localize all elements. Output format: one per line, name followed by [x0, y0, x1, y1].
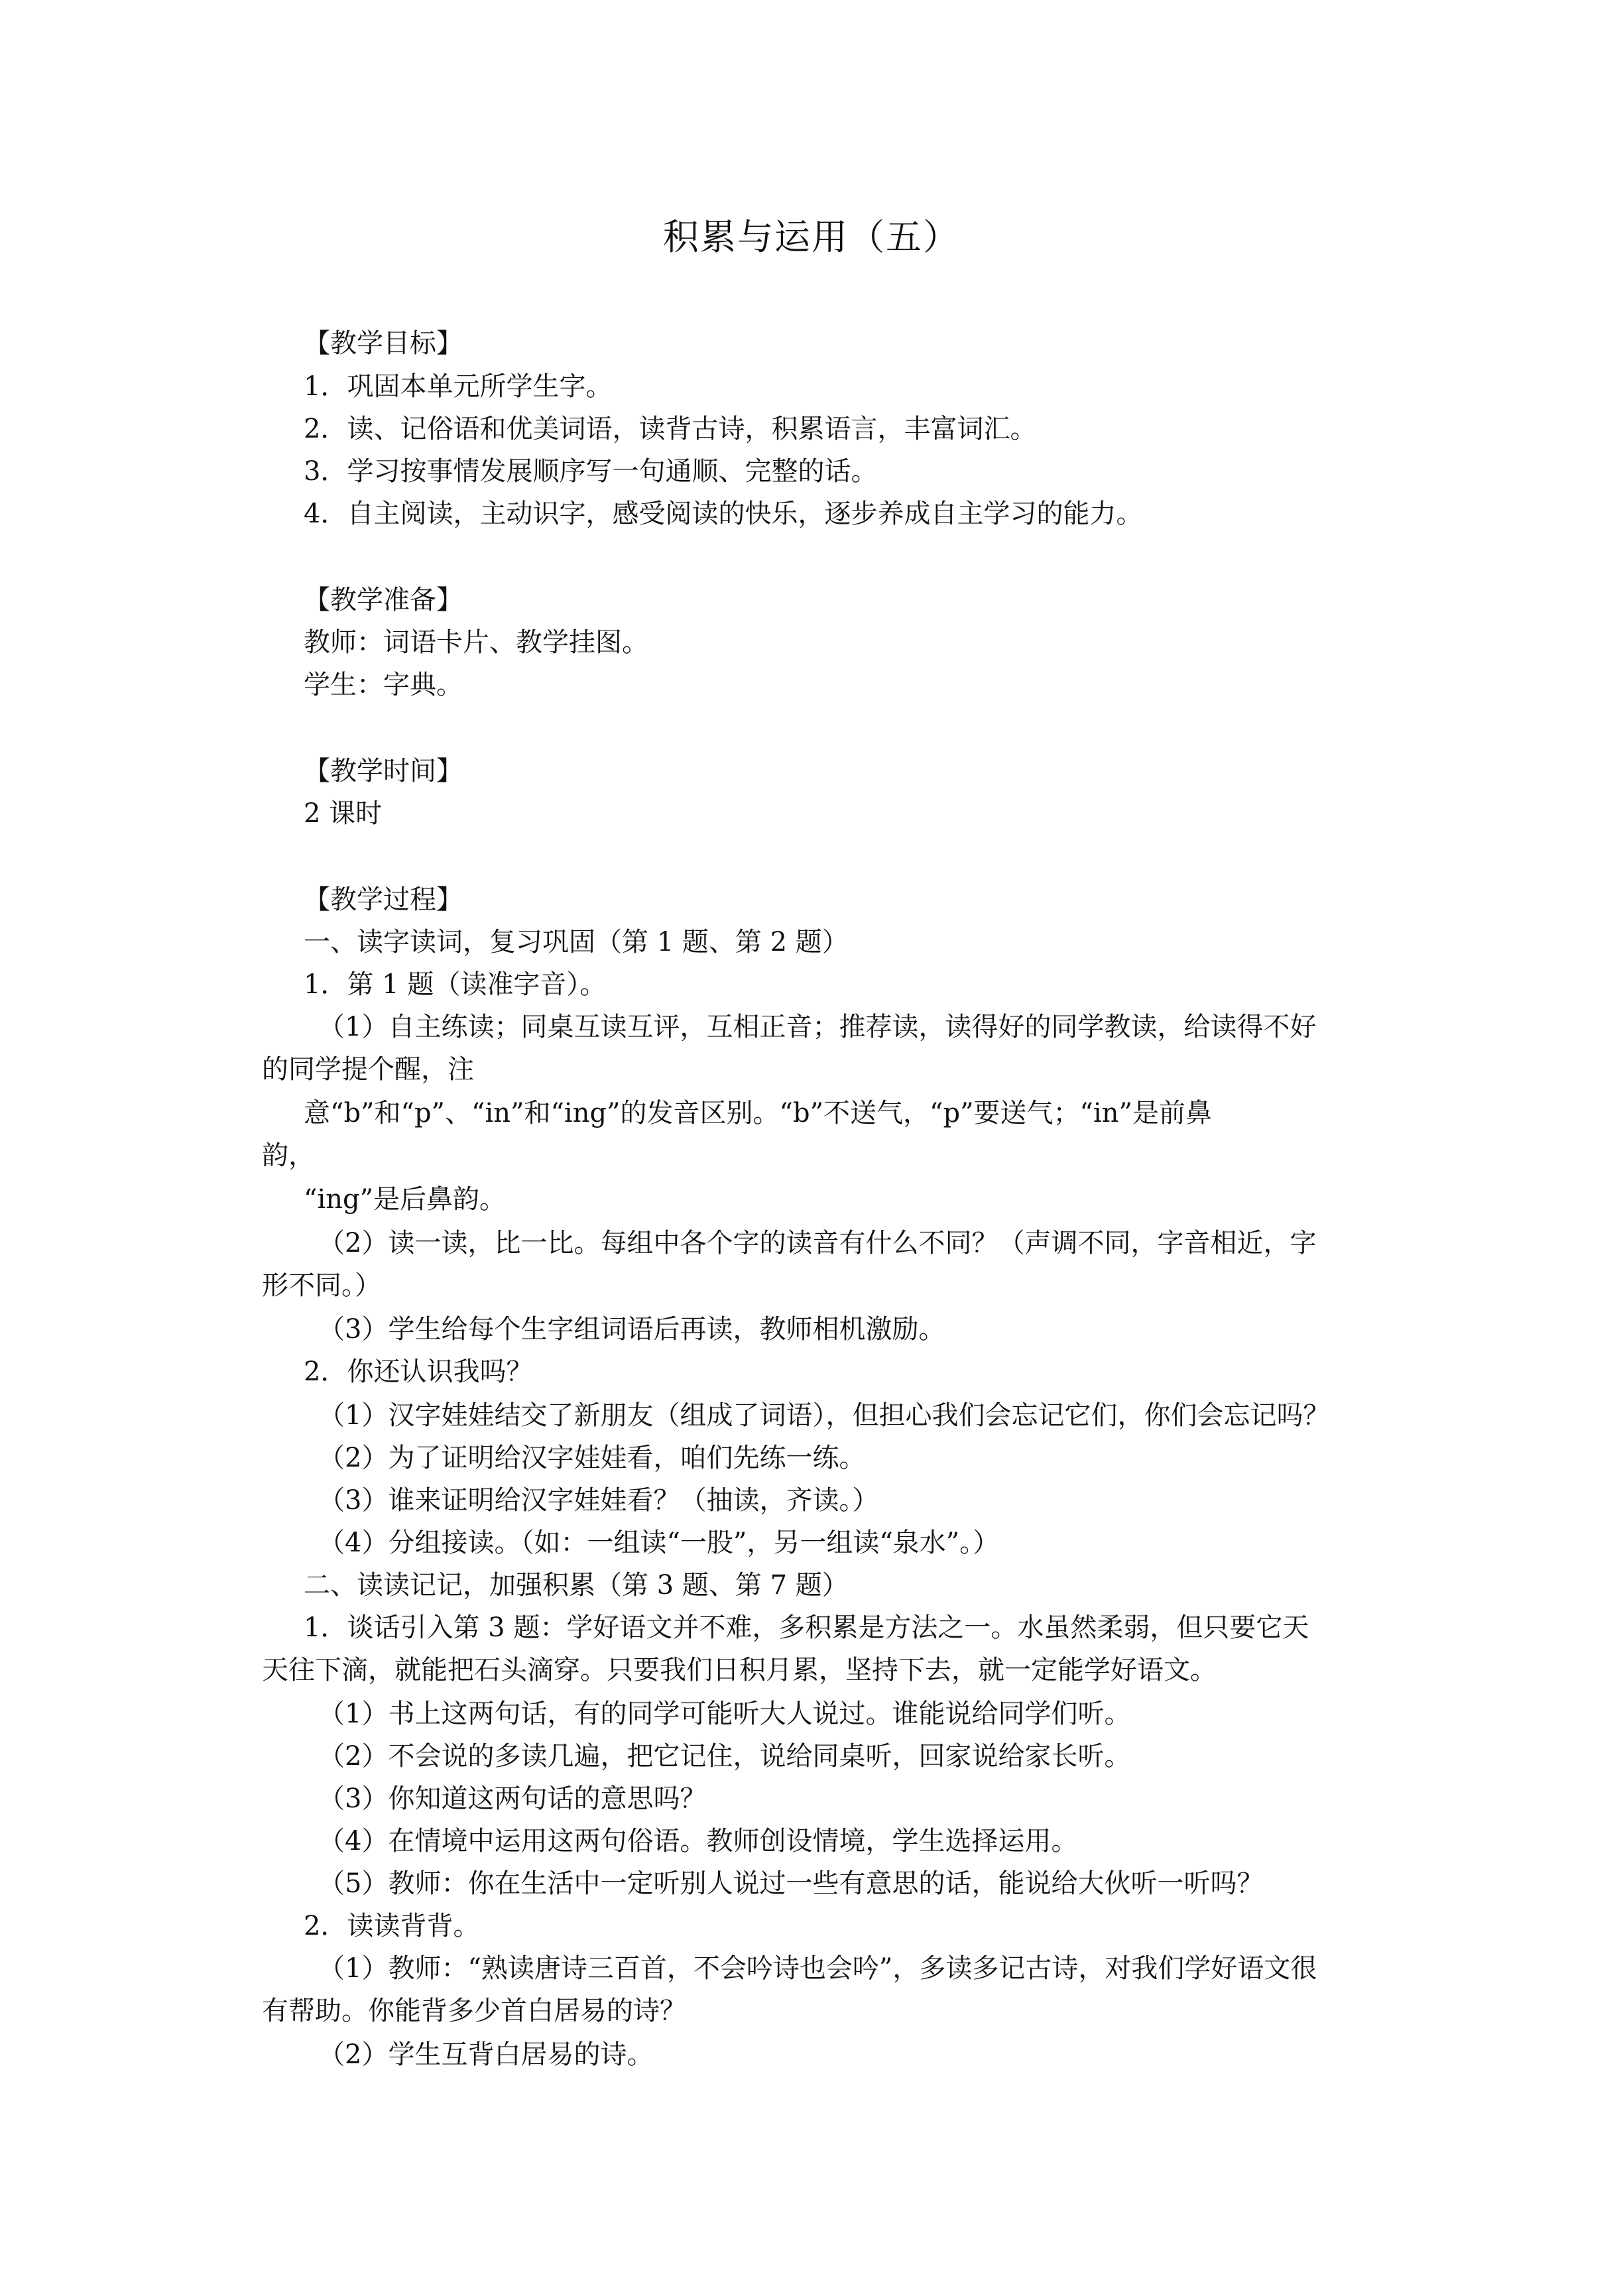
process-line: 韵，: [262, 1140, 315, 1171]
preparation-item: 学生：字典。: [304, 670, 463, 700]
page-title: 积累与运用（五）: [663, 216, 960, 258]
process-line: （1）书上这两句话，有的同学可能听大人说过。谁能说给同学们听。: [318, 1699, 1131, 1729]
time-heading: 【教学时间】: [304, 756, 463, 786]
process-line: 2．读读背背。: [304, 1911, 480, 1941]
process-line: （3）谁来证明给汉字娃娃看？（抽读，齐读。）: [318, 1485, 879, 1516]
process-line: （2）读一读，比一比。每组中各个字的读音有什么不同？（声调不同，字音相近，字: [318, 1228, 1317, 1258]
process-line: （1）教师：“熟读唐诗三百首，不会吟诗也会吟”，多读多记古诗，对我们学好语文很: [318, 1953, 1317, 1984]
process-line: 的同学提个醒，注: [262, 1054, 474, 1085]
objective-item: 3．学习按事情发展顺序写一句通顺、完整的话。: [304, 456, 878, 487]
process-line: 二、读读记记，加强积累（第 3 题、第 7 题）: [304, 1570, 849, 1601]
process-line: （2）为了证明给汉字娃娃看，咱们先练一练。: [318, 1443, 866, 1473]
process-heading: 【教学过程】: [304, 884, 463, 915]
preparation-item: 教师：词语卡片、教学挂图。: [304, 627, 648, 658]
process-line: （3）学生给每个生字组词语后再读，教师相机激励。: [318, 1314, 945, 1345]
process-line: （1）自主练读；同桌互读互评，互相正音；推荐读，读得好的同学教读，给读得不好: [318, 1012, 1317, 1042]
process-line: 意“b”和“p”、“in”和“ing”的发音区别。“b”不送气，“p”要送气；“in”是前鼻: [304, 1098, 1212, 1128]
process-line: 1．谈话引入第 3 题：学好语文并不难，多积累是方法之一。水虽然柔弱，但只要它天: [304, 1612, 1309, 1643]
preparation-heading: 【教学准备】: [304, 585, 463, 615]
time-value: 2 课时: [304, 798, 383, 829]
process-line: “ing”是后鼻韵。: [304, 1184, 507, 1215]
process-line: （5）教师：你在生活中一定听别人说过一些有意思的话，能说给大伙听一听吗？: [318, 1868, 1264, 1899]
process-line: 天往下滴，就能把石头滴穿。只要我们日积月累，坚持下去，就一定能学好语文。: [262, 1655, 1217, 1685]
process-line: （2）不会说的多读几遍，把它记住，说给同桌听，回家说给家长听。: [318, 1741, 1131, 1772]
process-line: （2）学生互背白居易的诗。: [318, 2039, 654, 2070]
objective-item: 4．自主阅读，主动识字，感受阅读的快乐，逐步养成自主学习的能力。: [304, 499, 1143, 529]
process-line: （4）分组接读。（如：一组读“一股”，另一组读“泉水”。）: [318, 1528, 1000, 1558]
process-line: 一、读字读词，复习巩固（第 1 题、第 2 题）: [304, 927, 849, 957]
objective-item: 1．巩固本单元所学生字。: [304, 371, 613, 402]
objectives-heading: 【教学目标】: [304, 328, 463, 359]
process-line: （3）你知道这两句话的意思吗？: [318, 1783, 707, 1814]
process-line: （1）汉字娃娃结交了新朋友（组成了词语），但担心我们会忘记它们，你们会忘记吗？: [318, 1400, 1330, 1431]
objective-item: 2．读、记俗语和优美词语，读背古诗，积累语言，丰富词汇。: [304, 414, 1037, 444]
process-line: 形不同。）: [262, 1270, 381, 1301]
process-line: 1．第 1 题（读准字音）。: [304, 969, 607, 1000]
process-line: （4）在情境中运用这两句俗语。教师创设情境，学生选择运用。: [318, 1826, 1078, 1856]
process-line: 2．你还认识我吗？: [304, 1357, 533, 1387]
process-line: 有帮助。你能背多少首白居易的诗？: [262, 1996, 686, 2026]
